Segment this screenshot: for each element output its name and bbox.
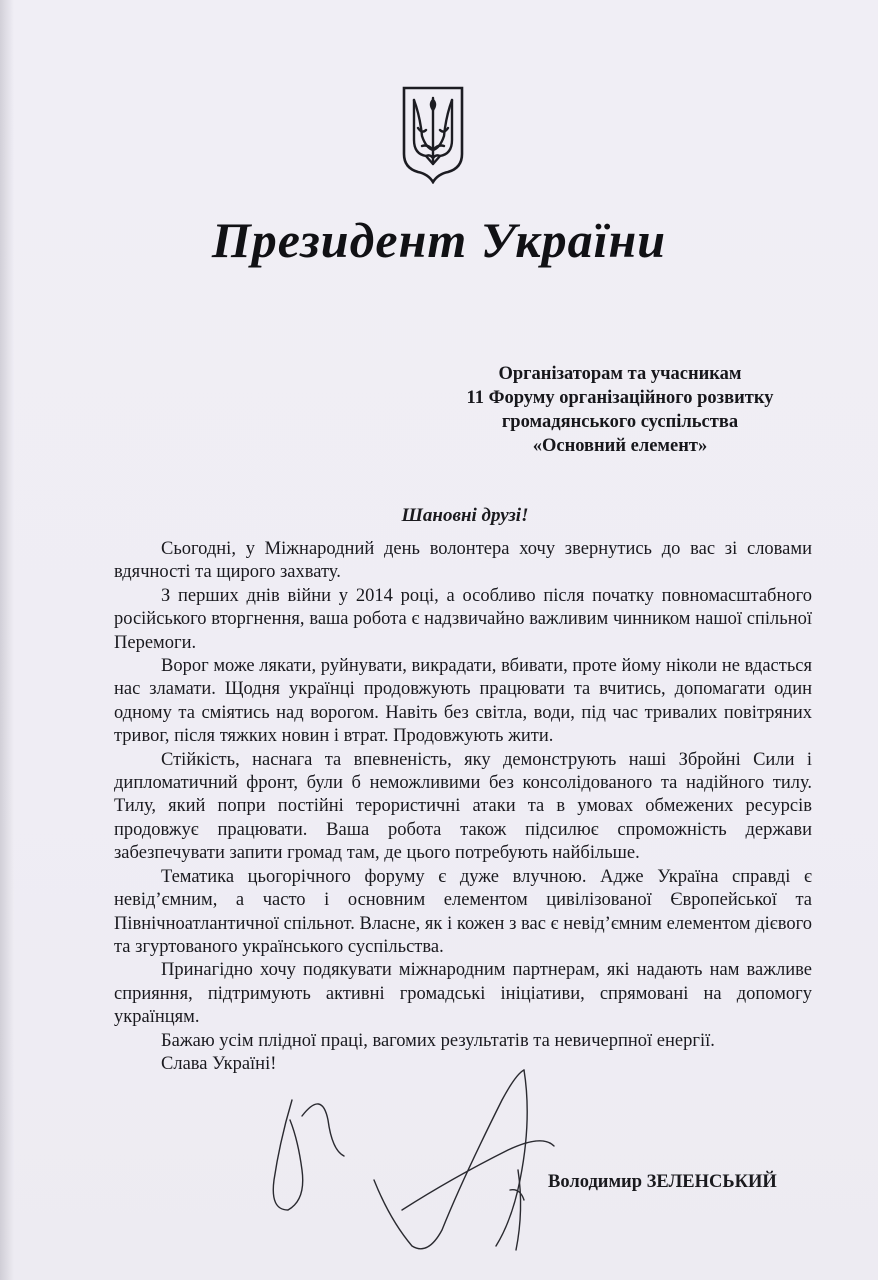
addressee-line: Організаторам та учасникам — [498, 364, 742, 384]
paragraph: Стійкість, наснага та впевненість, яку демонструють наші Збройні Сили і дипломатичний фронт, були б неможливими без консолідованого та надійного тилу. Тилу, який попри постійні терористичні атаки та в умовах обмежених ресурсів продовжує працювати. Ваша робота також підсилює спроможність держави забезпечувати запити громад там, де цього потребують найбільше. — [114, 749, 812, 864]
paragraph: Ворог може лякати, руйнувати, викрадати, вбивати, проте йому ніколи не вдасться нас зламати. Щодня українці продовжують працювати та вчитись, допомагати один одному та сміятись над ворогом. Навіть без світла, води, під час тривалих повітряних тривог, після тяжких новин і втрат. Продовжують жити. — [114, 656, 812, 747]
president-title: Президент України — [211, 212, 667, 268]
page-edge-shadow — [0, 0, 14, 1280]
signer-name: Володимир ЗЕЛЕНСЬКИЙ — [548, 1172, 777, 1192]
addressee-line: «Основний елемент» — [532, 436, 708, 456]
trident-icon — [400, 84, 466, 184]
addressee-line: громадянського суспільства — [501, 412, 739, 432]
paragraph: З перших днів війни у 2014 році, а особливо після початку повномасштабного російського вторгнення, ваша робота є надзвичайно важливим чинником нашої спільної Перемоги. — [114, 585, 812, 653]
salutation: Шановні друзі! — [401, 505, 529, 526]
handwritten-signature — [262, 1060, 562, 1260]
letter-body — [114, 538, 812, 1076]
addressee-block — [430, 362, 810, 458]
paragraph: Слава Україні! — [161, 1053, 277, 1074]
paragraph: Бажаю усім плідної праці, вагомих результатів та невичерпної енергії. — [161, 1030, 715, 1051]
paragraph: Тематика цьогорічного форуму є дуже влучною. Адже Україна справді є невід’ємним, а часто і основним елементом цивілізованої Європейської та Північноатлантичної спільнот. Власне, як і кожен з вас є невід’ємним елементом дієвого та згуртованого українського суспільства. — [114, 866, 812, 957]
paragraph: Принагідно хочу подякувати міжнародним партнерам, які надають нам важливе сприяння, підтримують активні громадські ініціативи, спрямовані на допомогу українцям. — [114, 960, 812, 1028]
paragraph: Сьогодні, у Міжнародний день волонтера хочу звернутись до вас зі словами вдячності та щирого захвату. — [114, 539, 812, 583]
addressee-line: 11 Форуму організаційного розвитку — [466, 388, 774, 408]
